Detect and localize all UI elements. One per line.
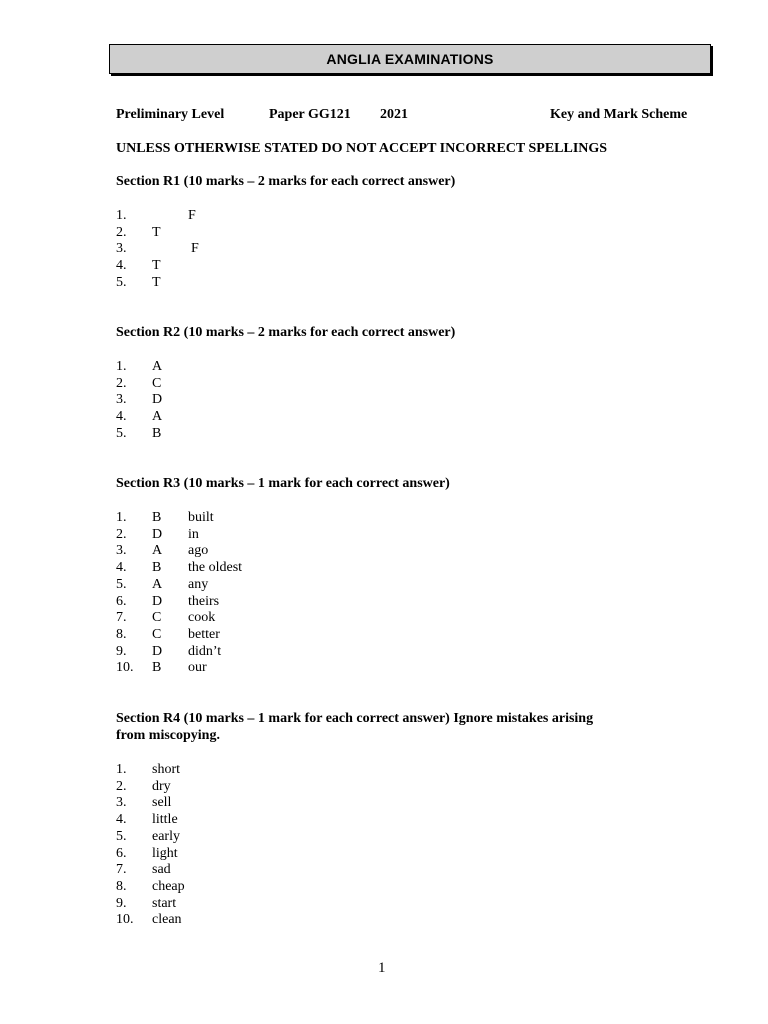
exam-year: 2021 — [380, 107, 408, 122]
level-label: Preliminary Level — [116, 107, 225, 122]
section-r4-title-continued: from miscopying. — [116, 728, 220, 743]
exam-board-banner — [109, 44, 711, 74]
section-r4-title: Section R4 (10 marks – 1 mark for each correct answer) Ignore mistakes arising — [116, 711, 594, 726]
document-type: Key and Mark Scheme — [550, 107, 688, 122]
page-number: 1 — [378, 960, 386, 976]
section-r3-title: Section R3 (10 marks – 1 mark for each correct answer) — [116, 476, 450, 491]
spelling-notice: UNLESS OTHERWISE STATED DO NOT ACCEPT INCORRECT SPELLINGS — [116, 141, 608, 156]
banner-title: ANGLIA EXAMINATIONS — [326, 51, 494, 67]
section-r1-title: Section R1 (10 marks – 2 marks for each correct answer) — [116, 174, 456, 189]
section-r2-title: Section R2 (10 marks – 2 marks for each correct answer) — [116, 325, 456, 340]
paper-code: Paper GG121 — [269, 107, 351, 122]
